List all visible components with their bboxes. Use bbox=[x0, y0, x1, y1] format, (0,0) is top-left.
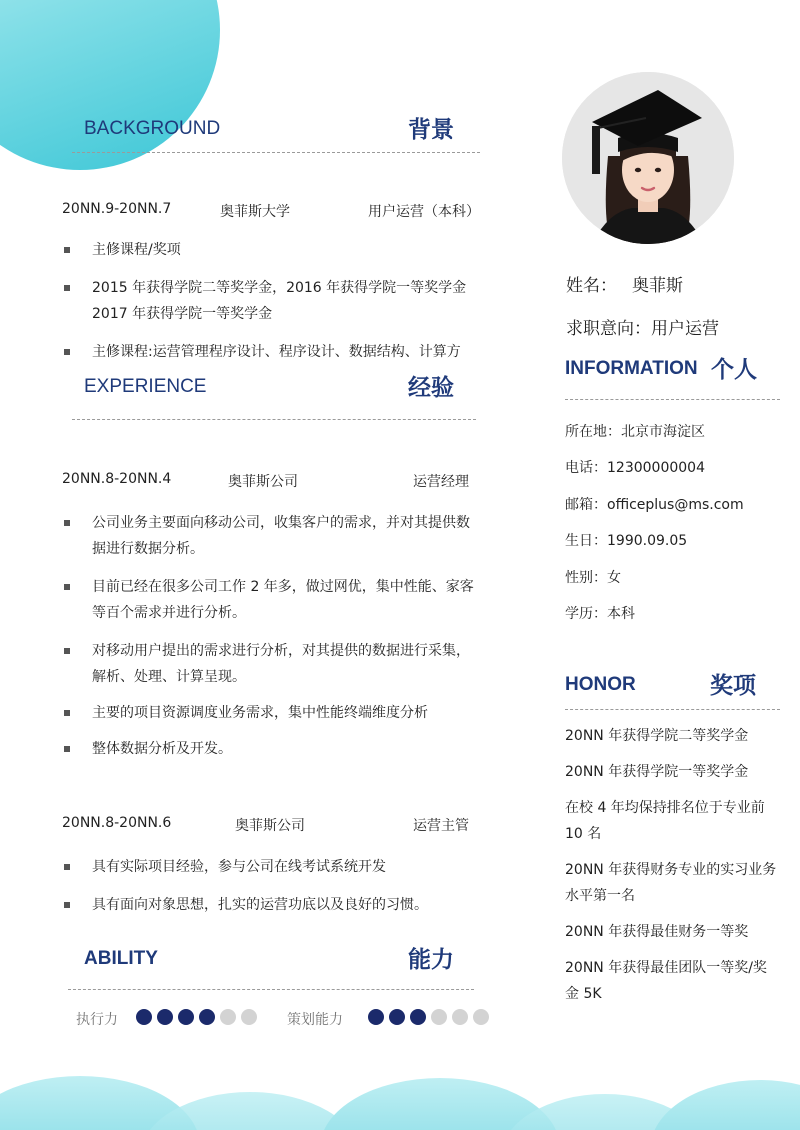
list-item: 整体数据分析及开发。 bbox=[62, 736, 482, 762]
list-item: 20NN 年获得财务专业的实习业务水平第一名 bbox=[565, 862, 777, 904]
list-item: 20NN 年获得学院一等奖学金 bbox=[565, 764, 749, 780]
list-item: 2015 年获得学院二等奖学金，2016 年获得学院一等奖学金 2017 年获得学院一等奖学金 bbox=[62, 275, 482, 327]
rating-dot-filled bbox=[199, 1009, 215, 1025]
job-role: 运营主管 bbox=[413, 818, 469, 834]
honor-section-header bbox=[565, 662, 785, 702]
ability-section-header bbox=[84, 936, 484, 976]
info-birthday: 生日：1990.09.05 bbox=[565, 533, 688, 550]
list-item: 主修课程/奖项 bbox=[62, 237, 482, 263]
skill-execution bbox=[76, 1008, 276, 1028]
profile-name-label: 姓名： bbox=[566, 276, 617, 296]
information-title-en: INFORMATION bbox=[565, 358, 698, 379]
experience-title-zh: 经验 bbox=[408, 375, 454, 401]
profile-intent: 用户运营 bbox=[651, 319, 719, 339]
divider bbox=[72, 152, 480, 153]
experience-section-header bbox=[84, 364, 484, 404]
list-item: 在校 4 年均保持排名位于专业前 10 名 bbox=[565, 800, 765, 842]
rating-dot-filled bbox=[157, 1009, 173, 1025]
profile-intent-label: 求职意向： bbox=[566, 319, 651, 339]
job-bullets bbox=[62, 854, 482, 918]
information-title-zh: 个人 bbox=[711, 357, 757, 383]
list-item: 目前已经在很多公司工作 2 年多，做过网优，集中性能、家客等百个需求并进行分析。 bbox=[62, 574, 482, 626]
avatar bbox=[562, 72, 734, 244]
rating-dot-filled bbox=[178, 1009, 194, 1025]
profile-name-row bbox=[566, 271, 683, 296]
profile-intent-row bbox=[566, 314, 719, 339]
education-section-header bbox=[84, 106, 484, 146]
list-item: 主要的项目资源调度业务需求，集中性能终端维度分析 bbox=[62, 700, 482, 726]
education-bullets bbox=[62, 237, 482, 365]
divider bbox=[565, 709, 780, 710]
job-role: 运营经理 bbox=[413, 474, 469, 490]
list-item: 具有面向对象思想，扎实的运营功底以及良好的习惯。 bbox=[62, 892, 482, 918]
info-phone: 电话：12300000004 bbox=[565, 460, 705, 477]
rating-dot-empty bbox=[452, 1009, 468, 1025]
skill-planning bbox=[287, 1008, 507, 1028]
rating-dot-filled bbox=[410, 1009, 426, 1025]
rating-dot-empty bbox=[431, 1009, 447, 1025]
skill-rating bbox=[136, 1009, 257, 1025]
graduate-portrait-image bbox=[562, 72, 734, 244]
ability-title-en: ABILITY bbox=[84, 948, 158, 969]
education-school: 奥菲斯大学 bbox=[220, 204, 290, 220]
rating-dot-filled bbox=[136, 1009, 152, 1025]
rating-dot-empty bbox=[241, 1009, 257, 1025]
rating-dot-filled bbox=[389, 1009, 405, 1025]
job-period: 20NN.8-20NN.6 bbox=[62, 815, 172, 831]
list-item: 主修课程:运营管理程序设计、程序设计、数据结构、计算方 bbox=[62, 339, 482, 365]
ability-title-zh: 能力 bbox=[408, 947, 454, 973]
education-title-zh: 背景 bbox=[408, 117, 454, 143]
list-item: 公司业务主要面向移动公司，收集客户的需求，并对其提供数据进行数据分析。 bbox=[62, 510, 482, 562]
list-item: 20NN 年获得学院二等奖学金 bbox=[565, 728, 749, 744]
info-gender: 性别：女 bbox=[565, 569, 621, 586]
education-title-en: BACKGROUND bbox=[84, 118, 221, 139]
skill-name: 策划能力 bbox=[287, 1012, 343, 1028]
list-item: 对移动用户提出的需求进行分析，对其提供的数据进行采集，解析、处理、计算呈现。 bbox=[62, 638, 482, 690]
job-period: 20NN.8-20NN.4 bbox=[62, 471, 172, 487]
honor-title-en: HONOR bbox=[565, 674, 636, 695]
list-item: 20NN 年获得最佳财务一等奖 bbox=[565, 924, 749, 940]
rating-dot-empty bbox=[473, 1009, 489, 1025]
experience-title-en: EXPERIENCE bbox=[84, 376, 207, 397]
job-row bbox=[62, 815, 482, 835]
skill-name: 执行力 bbox=[76, 1012, 118, 1028]
profile-name: 奥菲斯 bbox=[632, 276, 683, 296]
job-bullets bbox=[62, 510, 482, 762]
divider bbox=[68, 989, 474, 990]
honor-title-zh: 奖项 bbox=[710, 673, 756, 699]
skill-rating bbox=[368, 1009, 489, 1025]
education-major: 用户运营（本科） bbox=[368, 204, 480, 220]
information-section-header bbox=[565, 346, 785, 386]
rating-dot-empty bbox=[220, 1009, 236, 1025]
list-item: 具有实际项目经验，参与公司在线考试系统开发 bbox=[62, 854, 482, 880]
list-item: 20NN 年获得最佳团队一等奖/奖金 5K bbox=[565, 960, 767, 1002]
divider bbox=[565, 399, 780, 400]
honor-list bbox=[565, 723, 780, 1017]
info-email: 邮箱：officeplus@ms.com bbox=[565, 496, 744, 513]
rating-dot-filled bbox=[368, 1009, 384, 1025]
job-row bbox=[62, 471, 482, 491]
education-period: 20NN.9-20NN.7 bbox=[62, 201, 172, 217]
info-location: 所在地：北京市海淀区 bbox=[565, 424, 705, 440]
education-row bbox=[62, 201, 482, 221]
divider bbox=[72, 419, 476, 420]
info-education: 学历：本科 bbox=[565, 606, 635, 623]
job-company: 奥菲斯公司 bbox=[235, 818, 305, 834]
information-list bbox=[565, 414, 744, 632]
job-company: 奥菲斯公司 bbox=[228, 474, 298, 490]
